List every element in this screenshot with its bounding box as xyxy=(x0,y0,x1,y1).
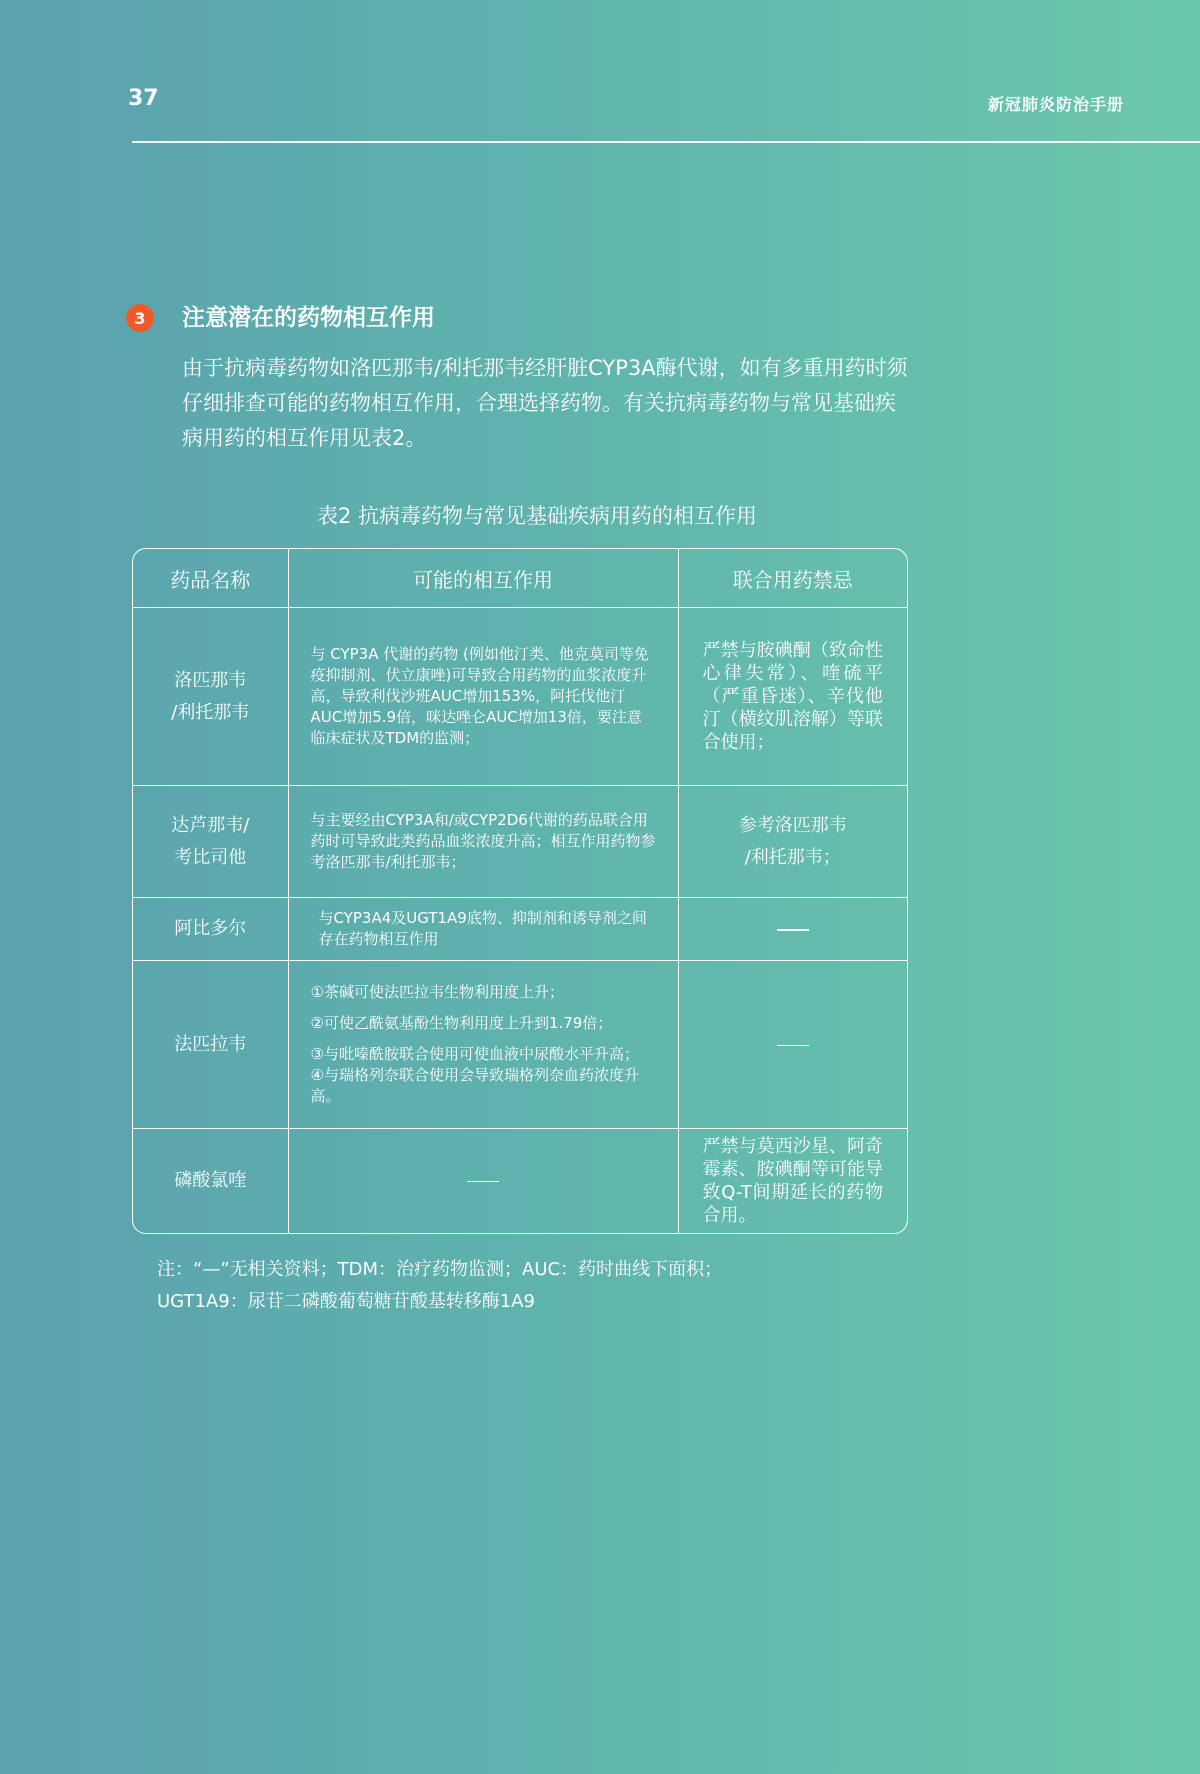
drug-name-cell xyxy=(133,608,288,786)
column-header-interaction: 可能的相互作用 xyxy=(288,549,678,608)
interaction-text: 与主要经由CYP3A和/或CYP2D6代谢的药品联合用药时可导致此类药品血浆浓度升高；相互作用药物参考洛匹那韦/利托那韦； xyxy=(310,811,656,872)
column-header-drug-name: 药品名称 xyxy=(133,549,288,608)
header-title: 新冠肺炎防治手册 xyxy=(987,95,1124,114)
drug-name-line: 洛匹那韦 xyxy=(174,669,247,691)
interaction-cell xyxy=(288,786,678,898)
drug-name-cell xyxy=(133,1129,288,1233)
contraindication-cell xyxy=(678,898,907,961)
drug-name-line: 达芦那韦/ xyxy=(171,814,250,836)
interaction-cell xyxy=(288,898,678,961)
interaction-text: 与 CYP3A 代谢的药物 (例如他汀类、他克莫司等免疫抑制剂、伏立康唑)可导致合用药物的血浆浓度升高，导致利伐沙班AUC增加153%，阿托伐他汀AUC增加5.9倍，咪达唑仑AUC增加13倍，要注意临床症状及TDM的监测； xyxy=(310,645,649,748)
section-number-badge: 3 xyxy=(126,304,154,332)
interaction-item: ①茶碱可使法匹拉韦生物利用度上升； xyxy=(310,983,564,1002)
table-footnote xyxy=(157,1254,917,1318)
interaction-cell xyxy=(288,961,678,1129)
drug-name-line: 考比司他 xyxy=(174,846,247,868)
drug-name-line: 磷酸氯喹 xyxy=(174,1170,247,1192)
table-row xyxy=(133,608,907,786)
table-row xyxy=(133,1129,907,1233)
header-divider xyxy=(132,141,1200,143)
table-row xyxy=(133,786,907,898)
footnote-line: 注：“—”无相关资料；TDM：治疗药物监测；AUC：药时曲线下面积； xyxy=(157,1259,723,1280)
section-body: 由于抗病毒药物如洛匹那韦/利托那韦经肝脏CYP3A酶代谢，如有多重用药时须仔细排查可能的药物相互作用，合理选择药物。有关抗病毒药物与常见基础疾病用药的相互作用见表2。 xyxy=(182,356,908,450)
table-header-row xyxy=(133,549,907,608)
no-data-dash xyxy=(777,929,809,931)
interaction-item: ②可使乙酰氨基酚生物利用度上升到1.79倍； xyxy=(310,1014,613,1033)
contraindication-cell: 严禁与莫西沙星、阿奇霉素、胺碘酮等可能导致Q-T间期延长的药物合用。 xyxy=(678,1129,907,1233)
drug-name-cell xyxy=(133,898,288,961)
interaction-item: ④与瑞格列奈联合使用会导致瑞格列奈血药浓度升高。 xyxy=(310,1066,639,1106)
column-header-contraindication: 联合用药禁忌 xyxy=(678,549,907,608)
drug-name-cell xyxy=(133,786,288,898)
interaction-text: 与CYP3A4及UGT1A9底物、抑制剂和诱导剂之间存在药物相互作用 xyxy=(318,909,647,949)
drug-name-line: 阿比多尔 xyxy=(174,918,247,940)
contraindication-line: /利托那韦； xyxy=(744,846,841,868)
contraindication-cell xyxy=(678,961,907,1129)
table-row xyxy=(133,898,907,961)
contraindication-cell xyxy=(678,786,907,898)
contraindication-line: 参考洛匹那韦 xyxy=(738,814,847,836)
interaction-cell xyxy=(288,608,678,786)
table-caption: 表2 抗病毒药物与常见基础疾病用药的相互作用 xyxy=(316,504,758,528)
page-number: 37 xyxy=(128,86,159,111)
drug-name-line: /利托那韦 xyxy=(171,701,250,723)
no-data-dash xyxy=(777,1045,809,1047)
drug-name-line: 法匹拉韦 xyxy=(174,1033,247,1055)
drug-name-cell xyxy=(133,961,288,1129)
table-row xyxy=(133,961,907,1129)
no-data-dash xyxy=(467,1181,499,1183)
interaction-table xyxy=(132,548,908,1234)
contraindication-cell: 严禁与胺碘酮（致命性心律失常）、喹硫平（严重昏迷）、辛伐他汀（横纹肌溶解）等联合使用； xyxy=(678,608,907,786)
footnote-line: UGT1A9：尿苷二磷酸葡萄糖苷酸基转移酶1A9 xyxy=(157,1291,535,1312)
interaction-cell xyxy=(288,1129,678,1233)
interaction-item: ③与吡嗪酰胺联合使用可使血液中尿酸水平升高； xyxy=(310,1045,639,1064)
section-title: 注意潜在的药物相互作用 xyxy=(182,305,435,331)
